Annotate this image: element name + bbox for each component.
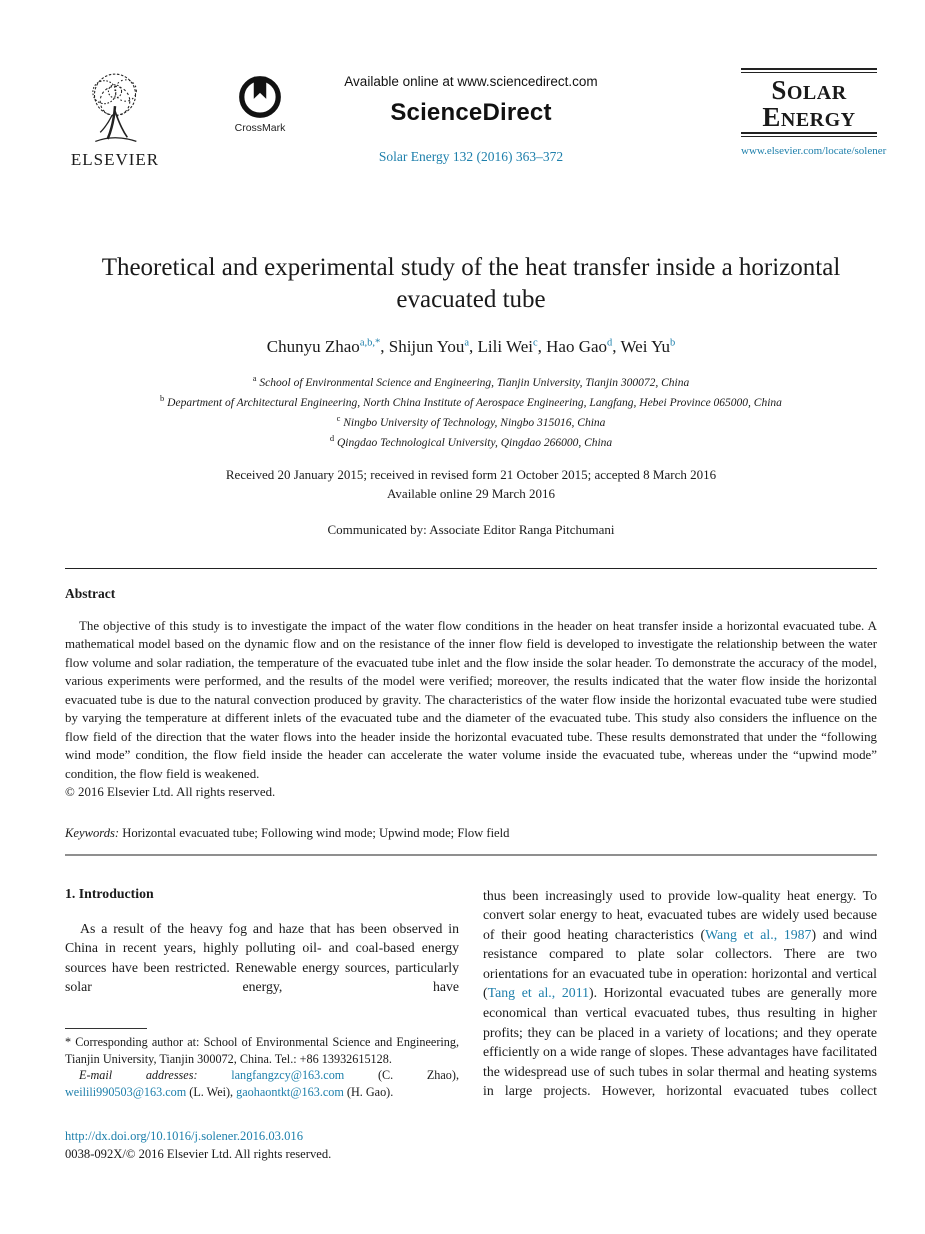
author-separator: , <box>380 337 389 356</box>
author-name: Chunyu Zhao <box>266 337 360 356</box>
journal-logo-box <box>741 68 887 158</box>
affiliation-sup: d <box>329 433 335 444</box>
journal-logo-name <box>741 73 877 132</box>
elsevier-tree-icon <box>72 70 158 148</box>
author-name: Hao Gao <box>546 337 608 356</box>
keywords-line <box>65 826 877 841</box>
elsevier-logo <box>65 70 165 170</box>
journal-logo-word-solar: SOLAR <box>771 75 847 105</box>
author-affil-sup: c <box>532 337 538 349</box>
abstract-copyright: © 2016 Elsevier Ltd. All rights reserved. <box>65 785 276 800</box>
paragraph-text: thus been increasingly used to provide low-quality heat energy. To convert solar energy to heat, evacuated tubes are widely used because of their good heating characteristics ( <box>483 887 877 942</box>
author-separator: , <box>612 337 621 356</box>
email-attribution: (L. Wei), <box>186 1085 237 1100</box>
author-name: Lili Wei <box>477 337 533 356</box>
affiliation-text: Qingdao Technological University, Qingdao 266000, China <box>334 437 613 450</box>
available-online-date: Available online 29 March 2016 <box>387 486 555 502</box>
email-attribution: (H. Gao). <box>343 1085 394 1100</box>
crossmark-icon <box>236 72 284 120</box>
section-heading-introduction: 1. Introduction <box>65 885 154 901</box>
intro-paragraph-left: As a result of the heavy fog and haze that has been observed in China in recent years, highly polluting oil- and coal-based energy sources have been restricted. Renewable energy sources, particularly solar energy, have <box>65 920 459 995</box>
abstract-heading: Abstract <box>65 586 116 601</box>
right-column <box>483 886 877 1101</box>
affiliation-sup: c <box>336 413 341 424</box>
journal-homepage-link[interactable]: www.elsevier.com/locate/solener <box>741 145 887 158</box>
header-center <box>285 74 657 165</box>
intro-paragraph-right <box>483 886 877 1101</box>
affiliation-sup: b <box>160 393 165 404</box>
author-separator: , <box>469 337 478 356</box>
footnote-rule <box>65 1028 147 1029</box>
affiliation-list <box>65 372 877 452</box>
affiliation-text: School of Environmental Science and Engineering, Tianjin University, Tianjin 300072, China <box>256 376 690 389</box>
email-label: E-mail addresses: <box>79 1068 232 1083</box>
affiliation-sup: a <box>252 373 257 383</box>
article-history <box>65 466 877 504</box>
author-affil-sup: a <box>464 337 470 349</box>
journal-header <box>65 66 887 208</box>
affiliation-line <box>65 372 877 392</box>
sciencedirect-logo[interactable]: ScienceDirect <box>390 99 552 126</box>
paragraph-text: ). Horizontal evacuated tubes are generally more economical than vertical evacuated tubes, thus resulting in higher profits; they can be placed in a variety of locations; and they operate efficiently on a wide range of slopes. These advantages have facilitated the widespread use of such tubes in solar thermal and heating systems in large projects. However, horizontal evacuated tubes collect <box>483 985 877 1099</box>
journal-logo-word-energy: ENERGY <box>762 101 856 132</box>
author-name: Shijun You <box>388 337 465 356</box>
crossmark-label: CrossMark <box>234 122 286 134</box>
email-attribution: (C. Zhao), <box>344 1068 459 1083</box>
affiliation-text: Department of Architectural Engineering, North China Institute of Aerospace Engineering, Langfang, Hebei Province 065000, China <box>164 396 782 409</box>
citation-link-wang-1987[interactable]: Wang et al., 1987 <box>705 926 812 942</box>
doi-link[interactable]: http://dx.doi.org/10.1016/j.solener.2016.03.016 <box>65 1128 303 1143</box>
corresponding-author-note: * Corresponding author at: School of Environmental Science and Engineering, Tianjin University, Tianjin 300072, China. Tel.: +86 13932615128. <box>65 1035 459 1066</box>
abstract-top-rule <box>65 568 877 569</box>
keywords-bottom-rule <box>65 854 877 856</box>
article-title: Theoretical and experimental study of the heat transfer inside a horizontal evacuated tube <box>101 254 841 313</box>
page-footer <box>65 1127 877 1164</box>
keywords-text: Horizontal evacuated tube; Following wind mode; Upwind mode; Flow field <box>119 825 510 840</box>
communicated-by: Communicated by: Associate Editor Ranga Pitchumani <box>327 522 615 537</box>
issn-copyright-line: 0038-092X/© 2016 Elsevier Ltd. All rights reserved. <box>65 1147 332 1162</box>
affiliation-line <box>65 432 877 452</box>
received-dates: Received 20 January 2015; received in revised form 21 October 2015; accepted 8 March 2016 <box>225 467 717 483</box>
author-affil-sup: b <box>669 337 676 349</box>
affiliation-line <box>65 412 877 432</box>
journal-logo-bottom-rule <box>741 132 877 137</box>
elsevier-wordmark: ELSEVIER <box>70 150 160 169</box>
author-affil-sup: a,b,* <box>359 337 381 349</box>
abstract-text: The objective of this study is to investigate the impact of the water flow conditions in the header on heat transfer inside a horizontal evacuated tube. A mathematical model based on the dynamic flow and on the resistance of the inner flow field is developed to investigate the relationship between the water flow volume and solar radiation, the temperature of the evacuated tube inlet and the flow inside the solar header. To demonstrate the accuracy of the model, various experiments were performed, and the results of the model were verified; moreover, the results indicated that the water flow inside the horizontal evacuated tube is due to the natural convection produced by gravity. The characteristics of the water flow inside the horizontal evacuated tube were studied by varying the temperature at different inlets of the evacuated tube and the diameter of the evacuated tube. This study also considers the influence on the flow field of the direction that the water flows into the header inside the horizontal evacuated tube. These results demonstrated that under the “following wind mode” condition, the flow field inside the header can accelerate the water volume inside the evacuated tube, whereas under the “upwind mode” condition, the flow field is weakened. <box>65 619 877 781</box>
affiliation-line <box>65 392 877 412</box>
author-affil-sup: d <box>607 337 613 349</box>
affiliation-text: Ningbo University of Technology, Ningbo 315016, China <box>340 416 606 429</box>
available-online-text: Available online at www.sciencedirect.com <box>344 74 598 89</box>
citation-link-tang-2011[interactable]: Tang et al., 2011 <box>487 985 589 1001</box>
author-list <box>65 337 877 357</box>
title-footnote <box>65 1028 459 1101</box>
email-addresses-note <box>65 1067 459 1100</box>
email-link-zhao[interactable]: langfangzcy@163.com <box>231 1068 345 1083</box>
journal-citation-link[interactable]: Solar Energy 132 (2016) 363–372 <box>378 149 564 164</box>
author-name: Wei Yu <box>620 337 670 356</box>
keywords-label: Keywords: <box>65 825 120 840</box>
paragraph-text: ) and wind resistance compared to plate solar collectors. There are two orientations for an evacuated tube in operation: horizontal and vertical ( <box>483 926 877 1001</box>
author-separator: , <box>537 337 547 356</box>
body-columns <box>65 886 877 1101</box>
email-link-gao[interactable]: gaohaontkt@163.com <box>236 1085 344 1100</box>
left-column <box>65 886 459 1101</box>
email-link-wei[interactable]: weilili990503@163.com <box>65 1085 187 1100</box>
